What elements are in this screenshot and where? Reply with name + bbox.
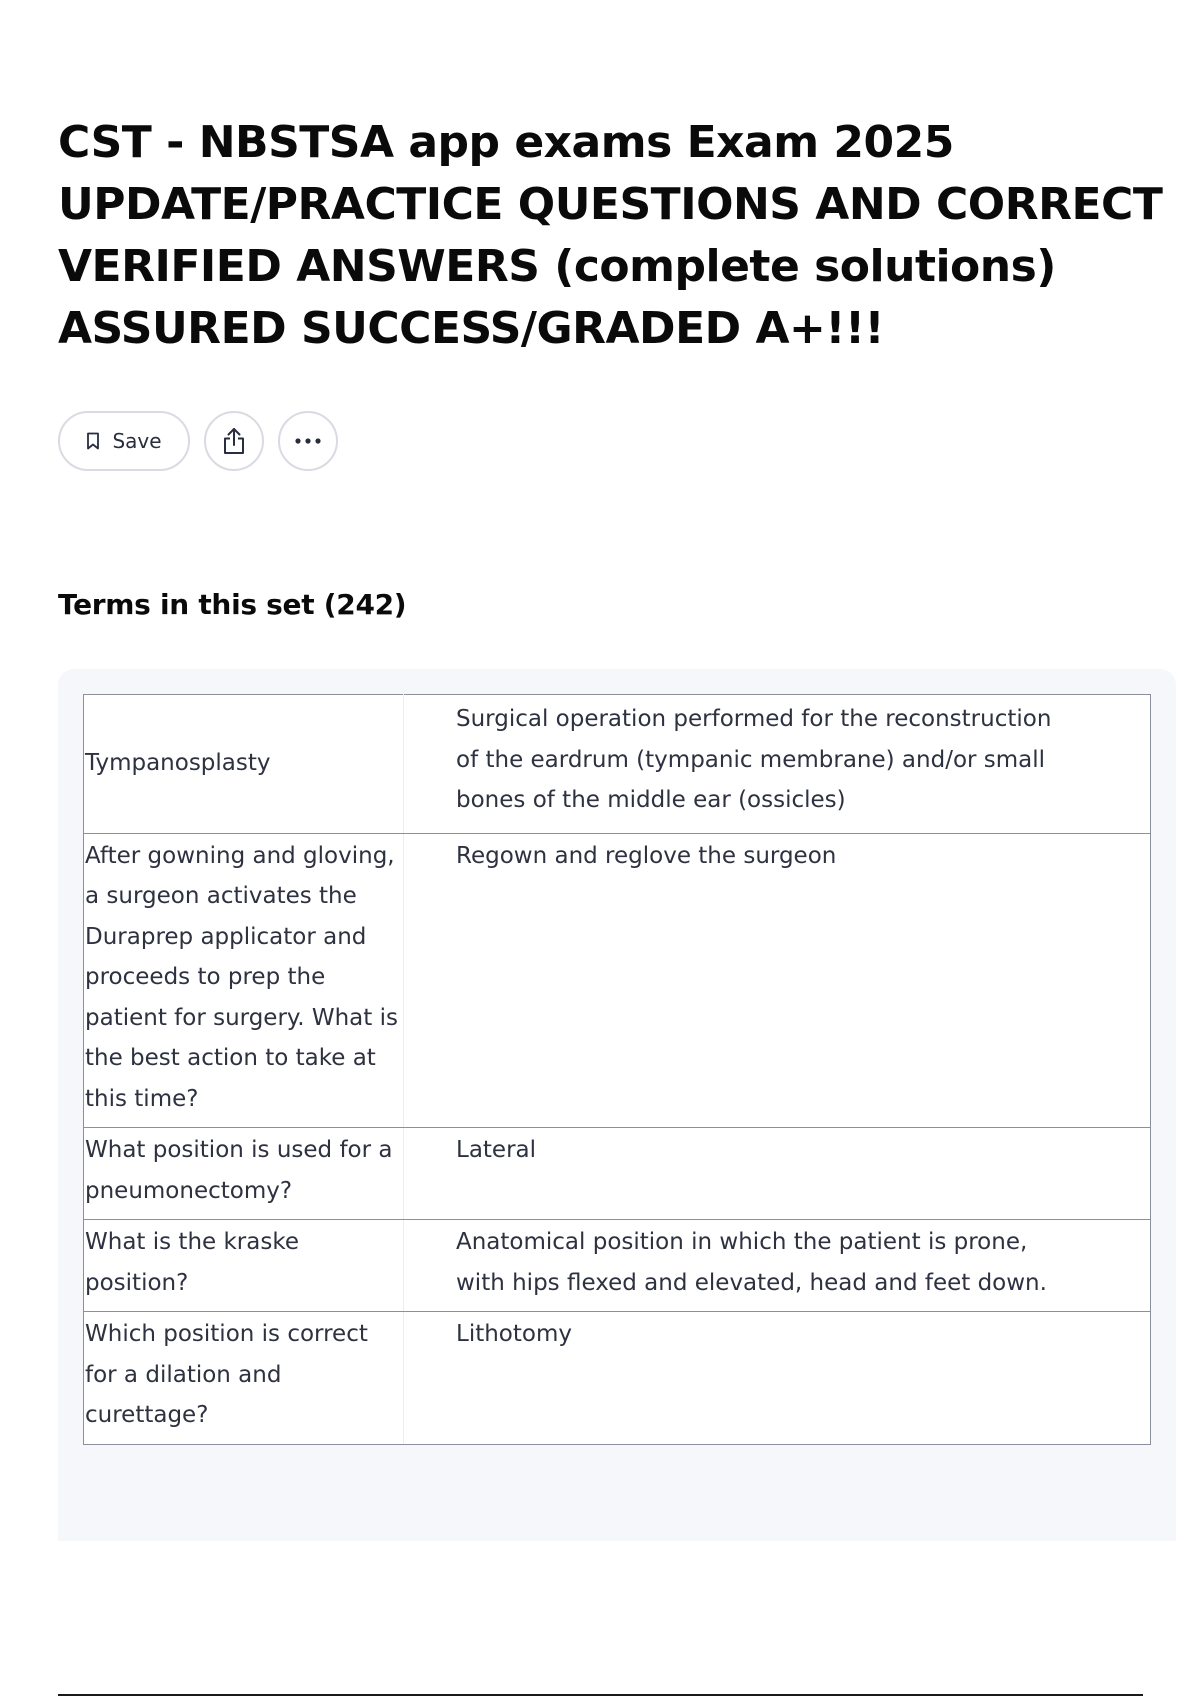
terms-table: [83, 694, 1151, 1445]
share-button[interactable]: [204, 411, 264, 471]
page-divider: [58, 1694, 1143, 1696]
definition-cell: [404, 695, 1151, 834]
terms-heading: Terms in this set (242): [58, 588, 407, 621]
share-icon: [221, 426, 247, 456]
term-cell: What position is used for a pneumonectomy?: [84, 1128, 404, 1220]
definition-cell: [404, 1128, 1151, 1220]
definition-text: Lateral: [456, 1137, 537, 1163]
definition-text: Anatomical position in which the patient is prone, with hips flexed and elevated, head and feet down.: [456, 1229, 1047, 1296]
definition-text: Lithotomy: [456, 1321, 572, 1347]
more-options-button[interactable]: [278, 411, 338, 471]
term-cell: After gowning and gloving, a surgeon activates the Duraprep applicator and proceeds to prep the patient for surgery. What is the best action to take at this time?: [84, 833, 404, 1128]
definition-cell: [404, 1312, 1151, 1445]
more-horizontal-icon: [294, 437, 322, 445]
page-title: CST - NBSTSA app exams Exam 2025 UPDATE/PRACTICE QUESTIONS AND CORRECT VERIFIED ANSWERS (complete solutions) ASSURED SUCCESS/GRADED A+!!!: [58, 117, 1163, 354]
term-cell: What is the kraske position?: [84, 1220, 404, 1312]
term-row: [84, 1220, 1151, 1312]
definition-text: Surgical operation performed for the reconstruction of the eardrum (tympanic membrane) and/or small bones of the middle ear (ossicles): [456, 706, 1052, 813]
save-button[interactable]: [58, 411, 190, 471]
definition-text: Regown and reglove the surgeon: [456, 842, 837, 869]
term-cell: Tympanosplasty: [84, 695, 404, 834]
term-row: [84, 1128, 1151, 1220]
term-cell: Which position is correct for a dilation and curettage?: [84, 1312, 404, 1445]
definition-cell: [404, 1220, 1151, 1312]
terms-panel: [58, 669, 1176, 1541]
term-row: [84, 1312, 1151, 1445]
action-toolbar: [58, 411, 338, 471]
term-row: [84, 833, 1151, 1128]
term-row: [84, 695, 1151, 834]
definition-cell: [404, 833, 1151, 1128]
save-button-label: Save: [112, 429, 162, 453]
bookmark-icon: [86, 432, 100, 450]
